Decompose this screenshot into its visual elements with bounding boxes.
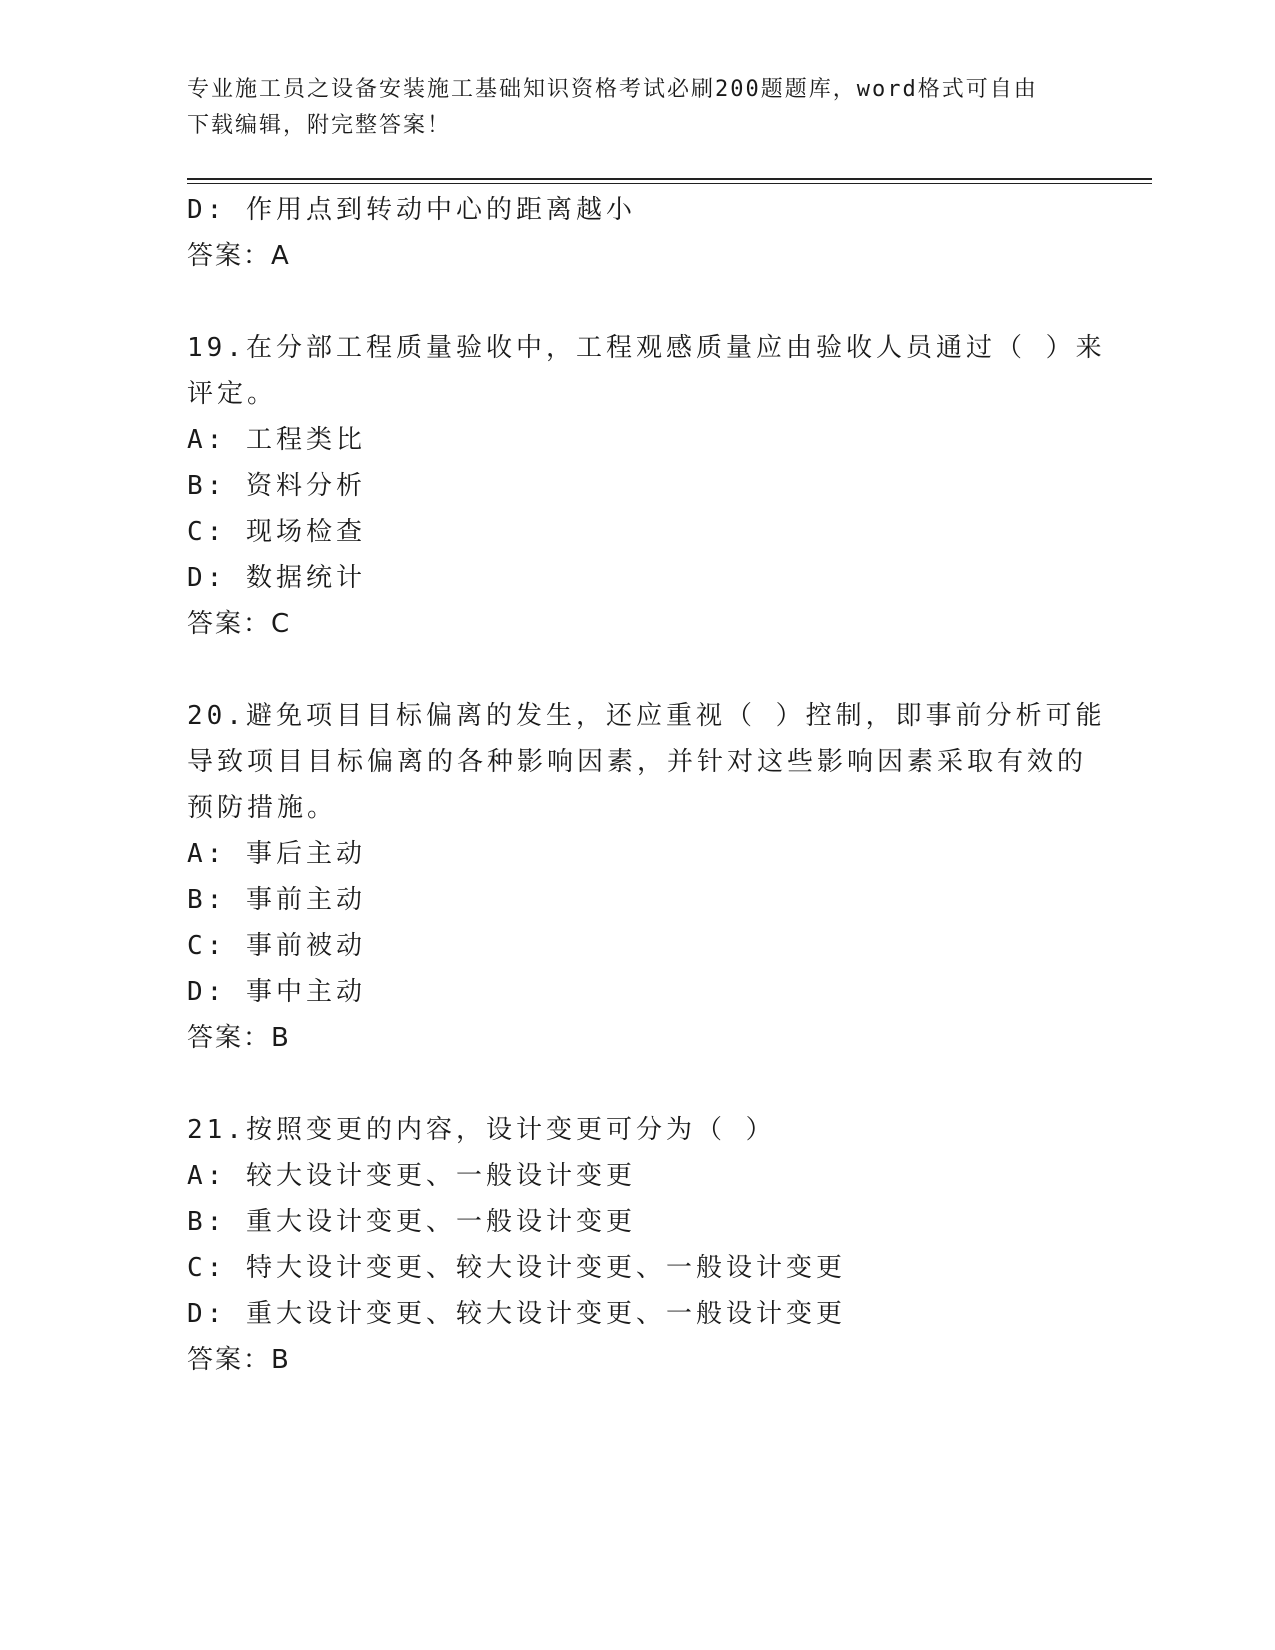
spacer <box>187 1061 1067 1107</box>
question-stem: 21.按照变更的内容，设计变更可分为（ ） <box>187 1115 776 1145</box>
question-20 <box>187 693 1106 1061</box>
option-c: C: 现场检查 <box>187 517 366 547</box>
option-d: D: 事中主动 <box>187 977 366 1007</box>
question-stem: 预防措施。 <box>187 793 338 823</box>
answer-line: 答案：B <box>187 1023 291 1053</box>
option-c: C: 事前被动 <box>187 931 366 961</box>
question-stem: 19.在分部工程质量验收中，工程观感质量应由验收人员通过（ ）来 <box>187 333 1106 363</box>
option-d: D: 作用点到转动中心的距离越小 <box>187 195 636 225</box>
question-stem: 导致项目目标偏离的各种影响因素，并针对这些影响因素采取有效的 <box>187 747 1088 777</box>
spacer <box>187 647 1067 693</box>
question-19 <box>187 325 1106 647</box>
option-a: A: 工程类比 <box>187 425 366 455</box>
question-stem: 评定。 <box>187 379 278 409</box>
option-b: B: 资料分析 <box>187 471 366 501</box>
answer-line: 答案：B <box>187 1345 291 1375</box>
option-b: B: 重大设计变更、一般设计变更 <box>187 1207 636 1237</box>
question-list <box>187 187 1106 1383</box>
option-a: A: 事后主动 <box>187 839 366 869</box>
answer-line: 答案：C <box>187 609 292 639</box>
previous-question-tail <box>187 187 1067 279</box>
header-line-1: 专业施工员之设备安装施工基础知识资格考试必刷200题题库，word格式可自由 <box>187 77 1038 102</box>
header-divider-thick <box>187 178 1152 180</box>
option-b: B: 事前主动 <box>187 885 366 915</box>
spacer <box>187 279 1067 325</box>
question-stem: 20.避免项目目标偏离的发生，还应重视（ ）控制，即事前分析可能 <box>187 701 1106 731</box>
document-header <box>187 72 1067 144</box>
header-divider-thin <box>187 183 1152 184</box>
option-d: D: 重大设计变更、较大设计变更、一般设计变更 <box>187 1299 846 1329</box>
option-d: D: 数据统计 <box>187 563 366 593</box>
answer-line: 答案：A <box>187 241 291 271</box>
question-21 <box>187 1107 1067 1383</box>
option-a: A: 较大设计变更、一般设计变更 <box>187 1161 636 1191</box>
header-line-2: 下载编辑，附完整答案！ <box>187 113 452 138</box>
option-c: C: 特大设计变更、较大设计变更、一般设计变更 <box>187 1253 846 1283</box>
